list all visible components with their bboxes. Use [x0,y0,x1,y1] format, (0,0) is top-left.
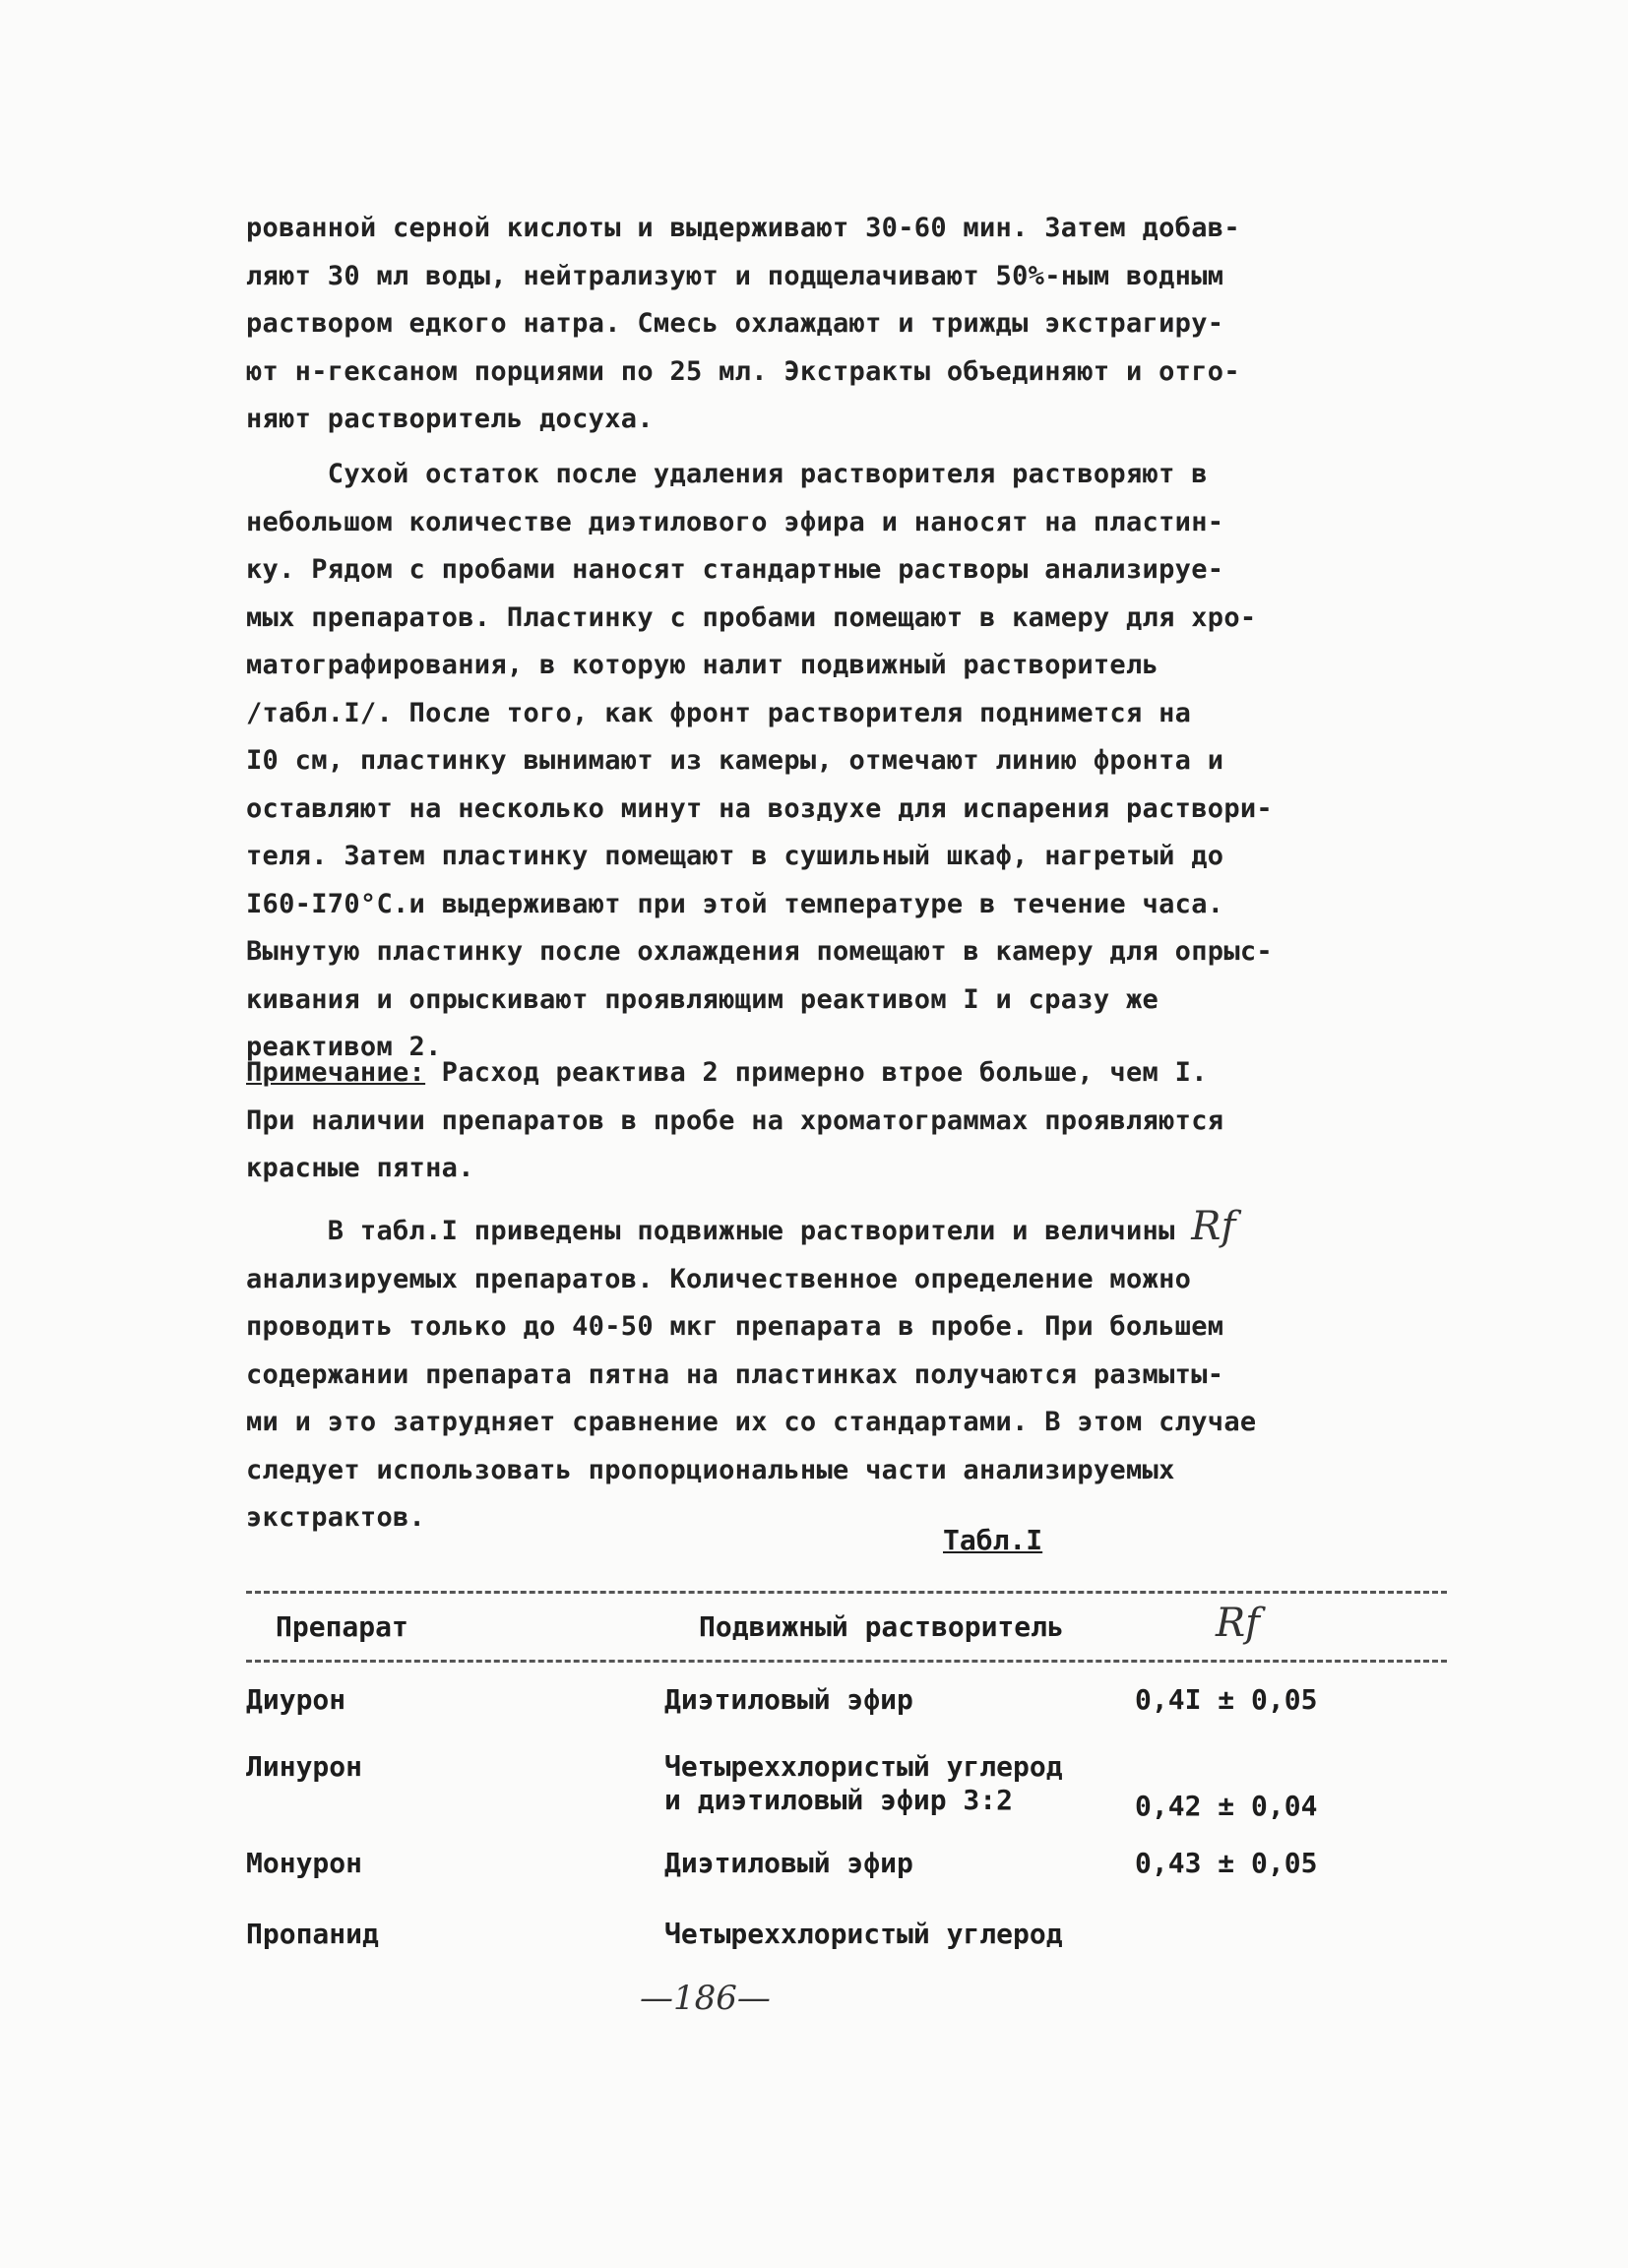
text-line: раствором едкого натра. Смесь охлаждают и трижды экстрагиру- [246,308,1224,339]
cell-rf: 0,43 ± 0,05 [1135,1847,1318,1879]
cell-drug: Пропанид [246,1918,379,1950]
paragraph-1 [246,205,1427,444]
cell-rf: 0,42 ± 0,04 [1135,1790,1318,1822]
text-line: Вынутую пластинку после охлаждения помещают в камеру для опрыс- [246,936,1273,967]
cell-solvent: Четыреххлористый углерод [664,1918,1063,1950]
text-line: матографирования, в которую налит подвижный растворитель [246,650,1159,680]
note-label: Примечание: [246,1057,426,1088]
solvent-line: и диэтиловый эфир 3:2 [664,1784,1014,1816]
text-line: ми и это затрудняет сравнение их со стандартами. В этом случае [246,1407,1257,1437]
table-top-rule [246,1591,1447,1594]
note-text: Расход реактива 2 примерно втрое больше, чем I. [425,1057,1208,1088]
table-header-rule [246,1660,1447,1663]
text-line: Сухой остаток после удаления растворителя растворяют в [246,459,1208,489]
cell-solvent: Диэтиловый эфир [664,1847,913,1879]
note-paragraph [246,1049,1427,1193]
page-number: —186— [640,1979,771,2018]
text-line: При наличии препаратов в пробе на хроматограммах проявляются [246,1104,1224,1136]
text-segment: В табл.I приведены подвижные растворители и величины [246,1216,1192,1246]
table-header [246,1601,1447,1654]
cell-solvent: Диэтиловый эфир [664,1683,913,1716]
text-line: анализируемых препаратов. Количественное определение можно [246,1263,1192,1294]
header-drug: Препарат [276,1610,408,1643]
text-line: рованной серной кислоты и выдерживают 30-60 мин. Затем добав- [246,213,1240,243]
cell-solvent [664,1750,1063,1817]
text-line: небольшом количестве диэтилового эфира и наносят на пластин- [246,506,1224,537]
text-line: I60-I70°С.и выдерживают при этой температуре в течение часа. [246,888,1224,919]
cell-rf: 0,4I ± 0,05 [1135,1683,1318,1716]
cell-drug: Монурон [246,1847,363,1879]
paragraph-4 [246,1203,1427,1543]
text-line: ку. Рядом с пробами наносят стандартные растворы анализируе- [246,554,1224,585]
text-line: мых препаратов. Пластинку с пробами помещают в камеру для хро- [246,601,1257,633]
table-row [246,1847,1447,1896]
solvent-line: Четыреххлористый углерод [664,1750,1063,1783]
text-line: ют н-гексаном порциями по 25 мл. Экстракты объединяют и отго- [246,355,1240,387]
paragraph-2 [246,451,1427,1072]
header-rf: Rf [1216,1601,1260,1646]
text-line: оставляют на несколько минут на воздухе для испарения раствори- [246,792,1273,824]
table-caption: Табл.I [943,1524,1043,1556]
text-line: экстрактов. [246,1502,426,1533]
header-solvent: Подвижный растворитель [699,1610,1064,1643]
table-row [246,1750,1447,1839]
cell-drug: Диурон [246,1683,346,1716]
text-line: красные пятна. [246,1153,474,1183]
text-line [246,1203,1427,1256]
text-line: /табл.I/. После того, как фронт растворителя поднимется на [246,697,1192,728]
table-row [246,1683,1447,1732]
text-line: кивания и опрыскивают проявляющим реактивом I и сразу же [246,983,1159,1015]
text-line: проводить только до 40-50 мкг препарата в пробе. При большем [246,1311,1224,1342]
text-line: содержании препарата пятна на пластинках получаются размыты- [246,1358,1224,1390]
cell-drug: Линурон [246,1750,363,1783]
text-line: I0 см, пластинку вынимают из камеры, отмечают линию фронта и [246,745,1224,776]
text-line: реактивом 2. [246,1032,442,1062]
text-line [246,1049,1427,1098]
text-line: ляют 30 мл воды, нейтрализуют и подщелачивают 50%-ным водным [246,260,1224,291]
handwritten-rf: Rf [1191,1204,1236,1249]
table-row [246,1918,1447,1967]
text-line: теля. Затем пластинку помещают в сушильный шкаф, нагретый до [246,841,1224,871]
text-line: следует использовать пропорциональные части анализируемых [246,1454,1175,1485]
text-line: няют растворитель досуха. [246,404,654,434]
